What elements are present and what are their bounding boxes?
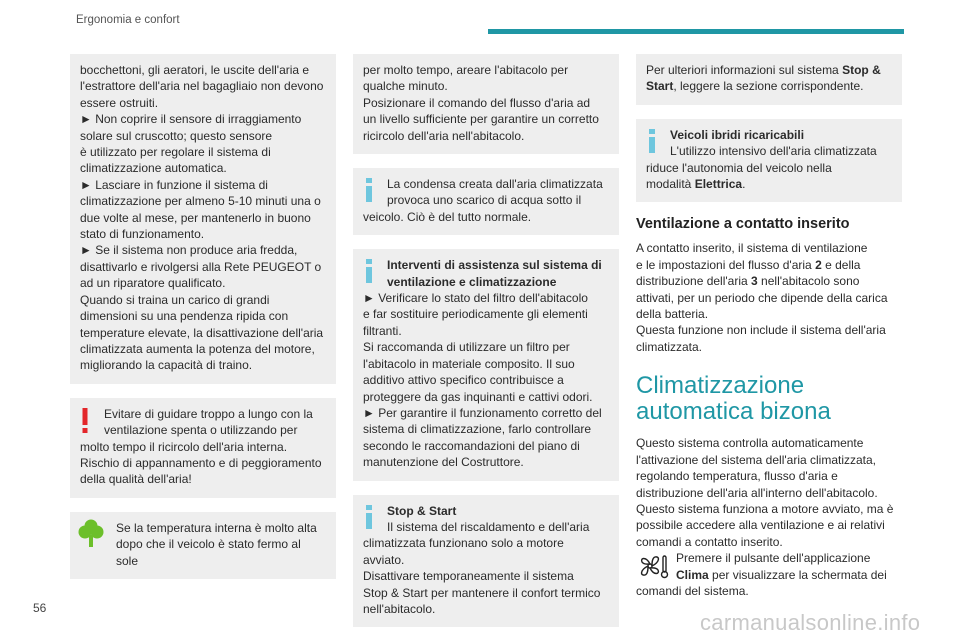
body-line: distribuzione dell'aria 3 nell'abitacolo sono bbox=[636, 274, 860, 289]
box-line: è utilizzato per regolare il sistema di bbox=[80, 145, 271, 160]
body-line: attivati, per un periodo che dipende della carica bbox=[636, 290, 888, 305]
box-line: ► Non coprire il sensore di irraggiamento bbox=[80, 112, 302, 127]
body-line: Questo sistema funziona a motore avviato, ma è bbox=[636, 501, 894, 516]
info-line: secondo le raccomandazioni del piano di bbox=[363, 438, 580, 453]
info-line: Il sistema del riscaldamento e dell'aria bbox=[387, 519, 590, 534]
info-line: ► Per garantire il funzionamento corretto del bbox=[363, 405, 602, 420]
clima-app-instruction bbox=[636, 550, 902, 583]
body-line: distribuzione dell'aria all'interno dell'abitacolo. bbox=[636, 485, 878, 500]
stop-start-reference-box bbox=[636, 54, 902, 105]
body-line: della batteria. bbox=[636, 307, 709, 322]
box-line: migliorando la capacità di traino. bbox=[80, 358, 253, 373]
info-line: provoca uno scarico di acqua sotto il bbox=[387, 193, 582, 208]
info-line: sistema di climatizzazione, farlo controllare bbox=[363, 422, 592, 437]
reference-line: Per ulteriori informazioni sul sistema Stop & bbox=[646, 63, 881, 77]
hybrid-info-box bbox=[636, 119, 902, 203]
box-line: solare sul cruscotto; questo sensore bbox=[80, 128, 273, 143]
stop-start-title: Stop & Start bbox=[387, 503, 457, 518]
body-line: possibile accedere alla ventilazione e ai relativi bbox=[636, 518, 885, 533]
body-line: Clima per visualizzare la schermata dei bbox=[676, 567, 887, 582]
warning-line: Rischio di appannamento e di peggioramento bbox=[80, 455, 322, 470]
body-line: l'attivazione del sistema dell'aria climatizzata, bbox=[636, 452, 877, 467]
box-line: disattivarlo e rivolgersi alla Rete PEUGEOT o bbox=[80, 259, 322, 274]
climate-section bbox=[636, 373, 902, 599]
body-line: A contatto inserito, il sistema di ventilazione bbox=[636, 241, 868, 256]
info-line: proteggere da gas inquinanti e cattivi odori. bbox=[363, 389, 593, 404]
stop-start-info-box bbox=[353, 495, 619, 628]
maintenance-title: Interventi di assistenza sul sistema di bbox=[387, 258, 602, 273]
info-line: additivo attivo specifico contribuisce a bbox=[363, 373, 564, 388]
info-line: L'utilizzo intensivo dell'aria climatizzata bbox=[670, 144, 877, 159]
box-line: temperature elevate, la disattivazione dell'aria bbox=[80, 325, 324, 340]
box-line: essere ostruiti. bbox=[80, 95, 159, 110]
info-line: filtranti. bbox=[363, 323, 402, 338]
info-line: manutenzione del Costruttore. bbox=[363, 455, 524, 470]
box-line: dimensioni su una pendenza ripida con bbox=[80, 309, 289, 324]
box-line: stato di funzionamento. bbox=[80, 227, 205, 242]
box-line: ► Se il sistema non produce aria fredda, bbox=[80, 243, 298, 258]
eco-line: dopo che il veicolo è stato fermo al sole bbox=[116, 537, 301, 568]
tree-icon bbox=[78, 518, 104, 548]
hybrid-title: Veicoli ibridi ricaricabili bbox=[670, 127, 805, 142]
info-line: ► Verificare lo stato del filtro dell'abitacolo bbox=[363, 291, 588, 306]
box-line: climatizzazione automatica. bbox=[80, 161, 227, 176]
ventilate-box bbox=[353, 54, 619, 154]
climate-usage-box bbox=[70, 54, 336, 384]
warning-line: della qualità dell'aria! bbox=[80, 472, 192, 487]
info-line: Si raccomanda di utilizzare un filtro per bbox=[363, 340, 570, 355]
box-line: ricircolo dell'aria nell'abitacolo. bbox=[363, 128, 525, 143]
box-line: ► Lasciare in funzione il sistema di bbox=[80, 177, 268, 192]
box-line: Quando si traina un carico di grandi bbox=[80, 292, 270, 307]
reference-line: Start, leggere la sezione corrispondente. bbox=[646, 79, 864, 94]
body-line: regolando temperatura, flusso d'aria e bbox=[636, 469, 838, 484]
maintenance-info-box bbox=[353, 249, 619, 480]
exclamation-icon bbox=[80, 408, 90, 434]
header-accent-bar bbox=[488, 29, 904, 34]
info-icon bbox=[363, 505, 375, 529]
ventilation-section bbox=[636, 216, 902, 355]
header-title: Ergonomia e confort bbox=[76, 14, 180, 26]
info-line: avviato. bbox=[363, 552, 405, 567]
box-line: Posizionare il comando del flusso d'aria ad bbox=[363, 95, 591, 110]
info-line: nell'abitacolo. bbox=[363, 601, 436, 616]
body-line: climatizzata. bbox=[636, 339, 703, 354]
info-line: riduce l'autonomia del veicolo nella bbox=[646, 160, 832, 175]
box-line: qualche minuto. bbox=[363, 79, 448, 94]
body-line: comandi del sistema. bbox=[636, 583, 749, 598]
body-line: Premere il pulsante dell'applicazione bbox=[676, 551, 871, 566]
info-line: veicolo. Ciò è del tutto normale. bbox=[363, 209, 532, 224]
maintenance-title: ventilazione e climatizzazione bbox=[387, 274, 557, 289]
info-line: La condensa creata dall'aria climatizzata bbox=[387, 177, 603, 192]
box-line: ad un riparatore qualificato. bbox=[80, 276, 226, 291]
info-line: modalità Elettrica. bbox=[646, 177, 746, 192]
info-icon bbox=[363, 259, 375, 283]
box-line: climatizzata aumenta la potenza del motore, bbox=[80, 341, 315, 356]
column-1 bbox=[70, 54, 336, 593]
eco-line: Se la temperatura interna è molto alta bbox=[116, 520, 317, 535]
section-heading: Ventilazione a contatto inserito bbox=[636, 216, 850, 233]
body-line: Questa funzione non include il sistema dell'aria bbox=[636, 323, 886, 338]
body-line: e le impostazioni del flusso d'aria 2 e della bbox=[636, 257, 861, 272]
box-line: per molto tempo, areare l'abitacolo per bbox=[363, 63, 569, 77]
column-3 bbox=[636, 54, 902, 599]
info-line: Disattivare temporaneamente il sistema bbox=[363, 569, 574, 584]
box-line: due volte al mese, per mantenerlo in buono bbox=[80, 210, 311, 225]
info-line: Stop & Start per mantenere il confort termico bbox=[363, 585, 601, 600]
condensation-info-box bbox=[353, 168, 619, 235]
info-line: climatizzata funzionano solo a motore bbox=[363, 536, 564, 551]
box-line: bocchettoni, gli aeratori, le uscite dell'aria e bbox=[80, 63, 310, 77]
warning-line: Evitare di guidare troppo a lungo con la bbox=[104, 406, 313, 421]
warning-line: ventilazione spenta o utilizzando per bbox=[104, 423, 298, 438]
info-line: l'abitacolo in materiale composito. Il suo bbox=[363, 356, 575, 371]
body-line: Questo sistema controlla automaticamente bbox=[636, 436, 864, 451]
info-icon bbox=[363, 178, 375, 202]
box-line: un livello sufficiente per garantire un corretto bbox=[363, 112, 599, 127]
warning-box bbox=[70, 398, 336, 498]
box-line: l'estrattore dell'aria nel bagagliaio non devono bbox=[80, 79, 324, 94]
body-line: comandi a contatto inserito. bbox=[636, 534, 783, 549]
page-number: 56 bbox=[33, 601, 47, 615]
chapter-heading: Climatizzazione automatica bizona bbox=[636, 372, 831, 426]
info-line: e far sostituire periodicamente gli elementi bbox=[363, 307, 588, 322]
box-line: climatizzazione per almeno 5-10 minuti una o bbox=[80, 194, 321, 209]
info-icon bbox=[646, 129, 658, 153]
watermark: carmanualsonline.info bbox=[700, 610, 921, 635]
eco-box bbox=[70, 512, 336, 579]
warning-line: molto tempo il ricircolo dell'aria interna. bbox=[80, 439, 288, 454]
column-2 bbox=[353, 54, 619, 641]
climate-fan-icon bbox=[636, 552, 670, 580]
